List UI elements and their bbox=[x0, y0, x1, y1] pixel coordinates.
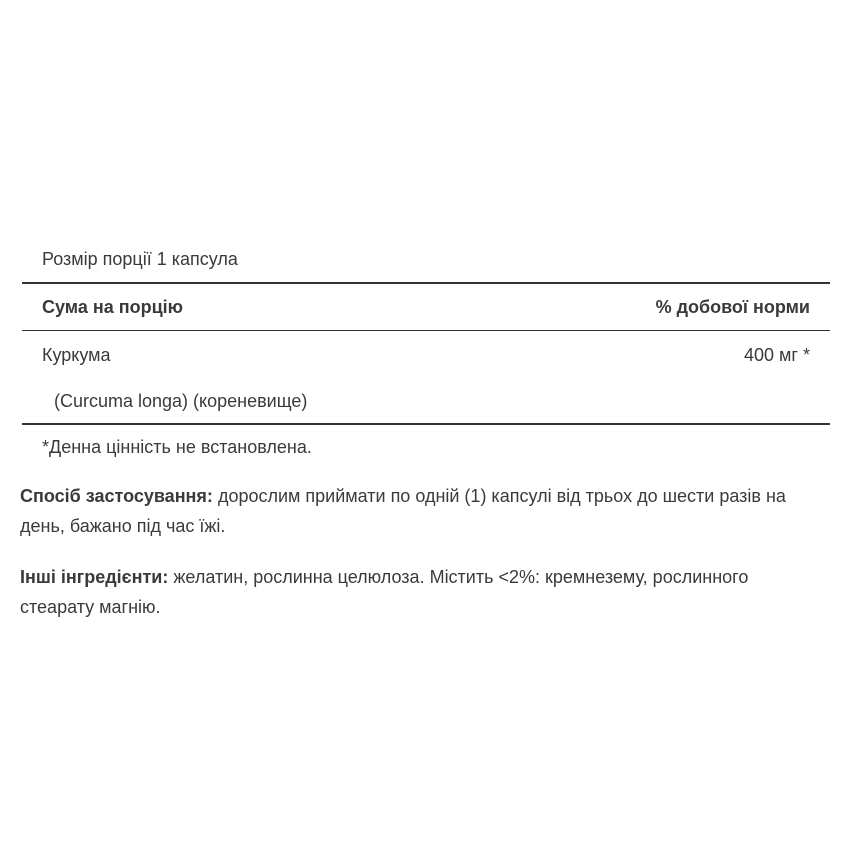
nutrient-amount: 400 мг * bbox=[744, 345, 810, 365]
daily-value-label: % добової норми bbox=[655, 297, 810, 317]
nutrient-row bbox=[22, 331, 830, 425]
nutrient-source: (Curcuma longa) (кореневище) bbox=[54, 391, 308, 411]
supplement-facts-panel bbox=[22, 236, 830, 469]
directions-label: Спосіб застосування: bbox=[20, 486, 213, 506]
nutrient-name: Куркума bbox=[42, 345, 111, 365]
directions-paragraph bbox=[20, 481, 820, 541]
other-ingredients-text: желатин, рослинна целюлоза. Містить <2%: кремнезему, рослинного стеарату магнію. bbox=[20, 567, 749, 617]
other-ingredients-paragraph bbox=[20, 562, 820, 622]
daily-value-footnote: *Денна цінність не встановлена. bbox=[42, 437, 312, 457]
other-ingredients-label: Інші інгредієнти: bbox=[20, 567, 169, 587]
serving-size: Розмір порції 1 капсула bbox=[22, 236, 830, 284]
facts-header-row bbox=[22, 284, 830, 331]
nutrient-main-line bbox=[42, 331, 810, 379]
amount-per-serving-label: Сума на порцію bbox=[42, 297, 184, 317]
directions-text: дорослим приймати по одній (1) капсулі від трьох до шести разів на день, бажано під час їжі. bbox=[20, 486, 786, 536]
